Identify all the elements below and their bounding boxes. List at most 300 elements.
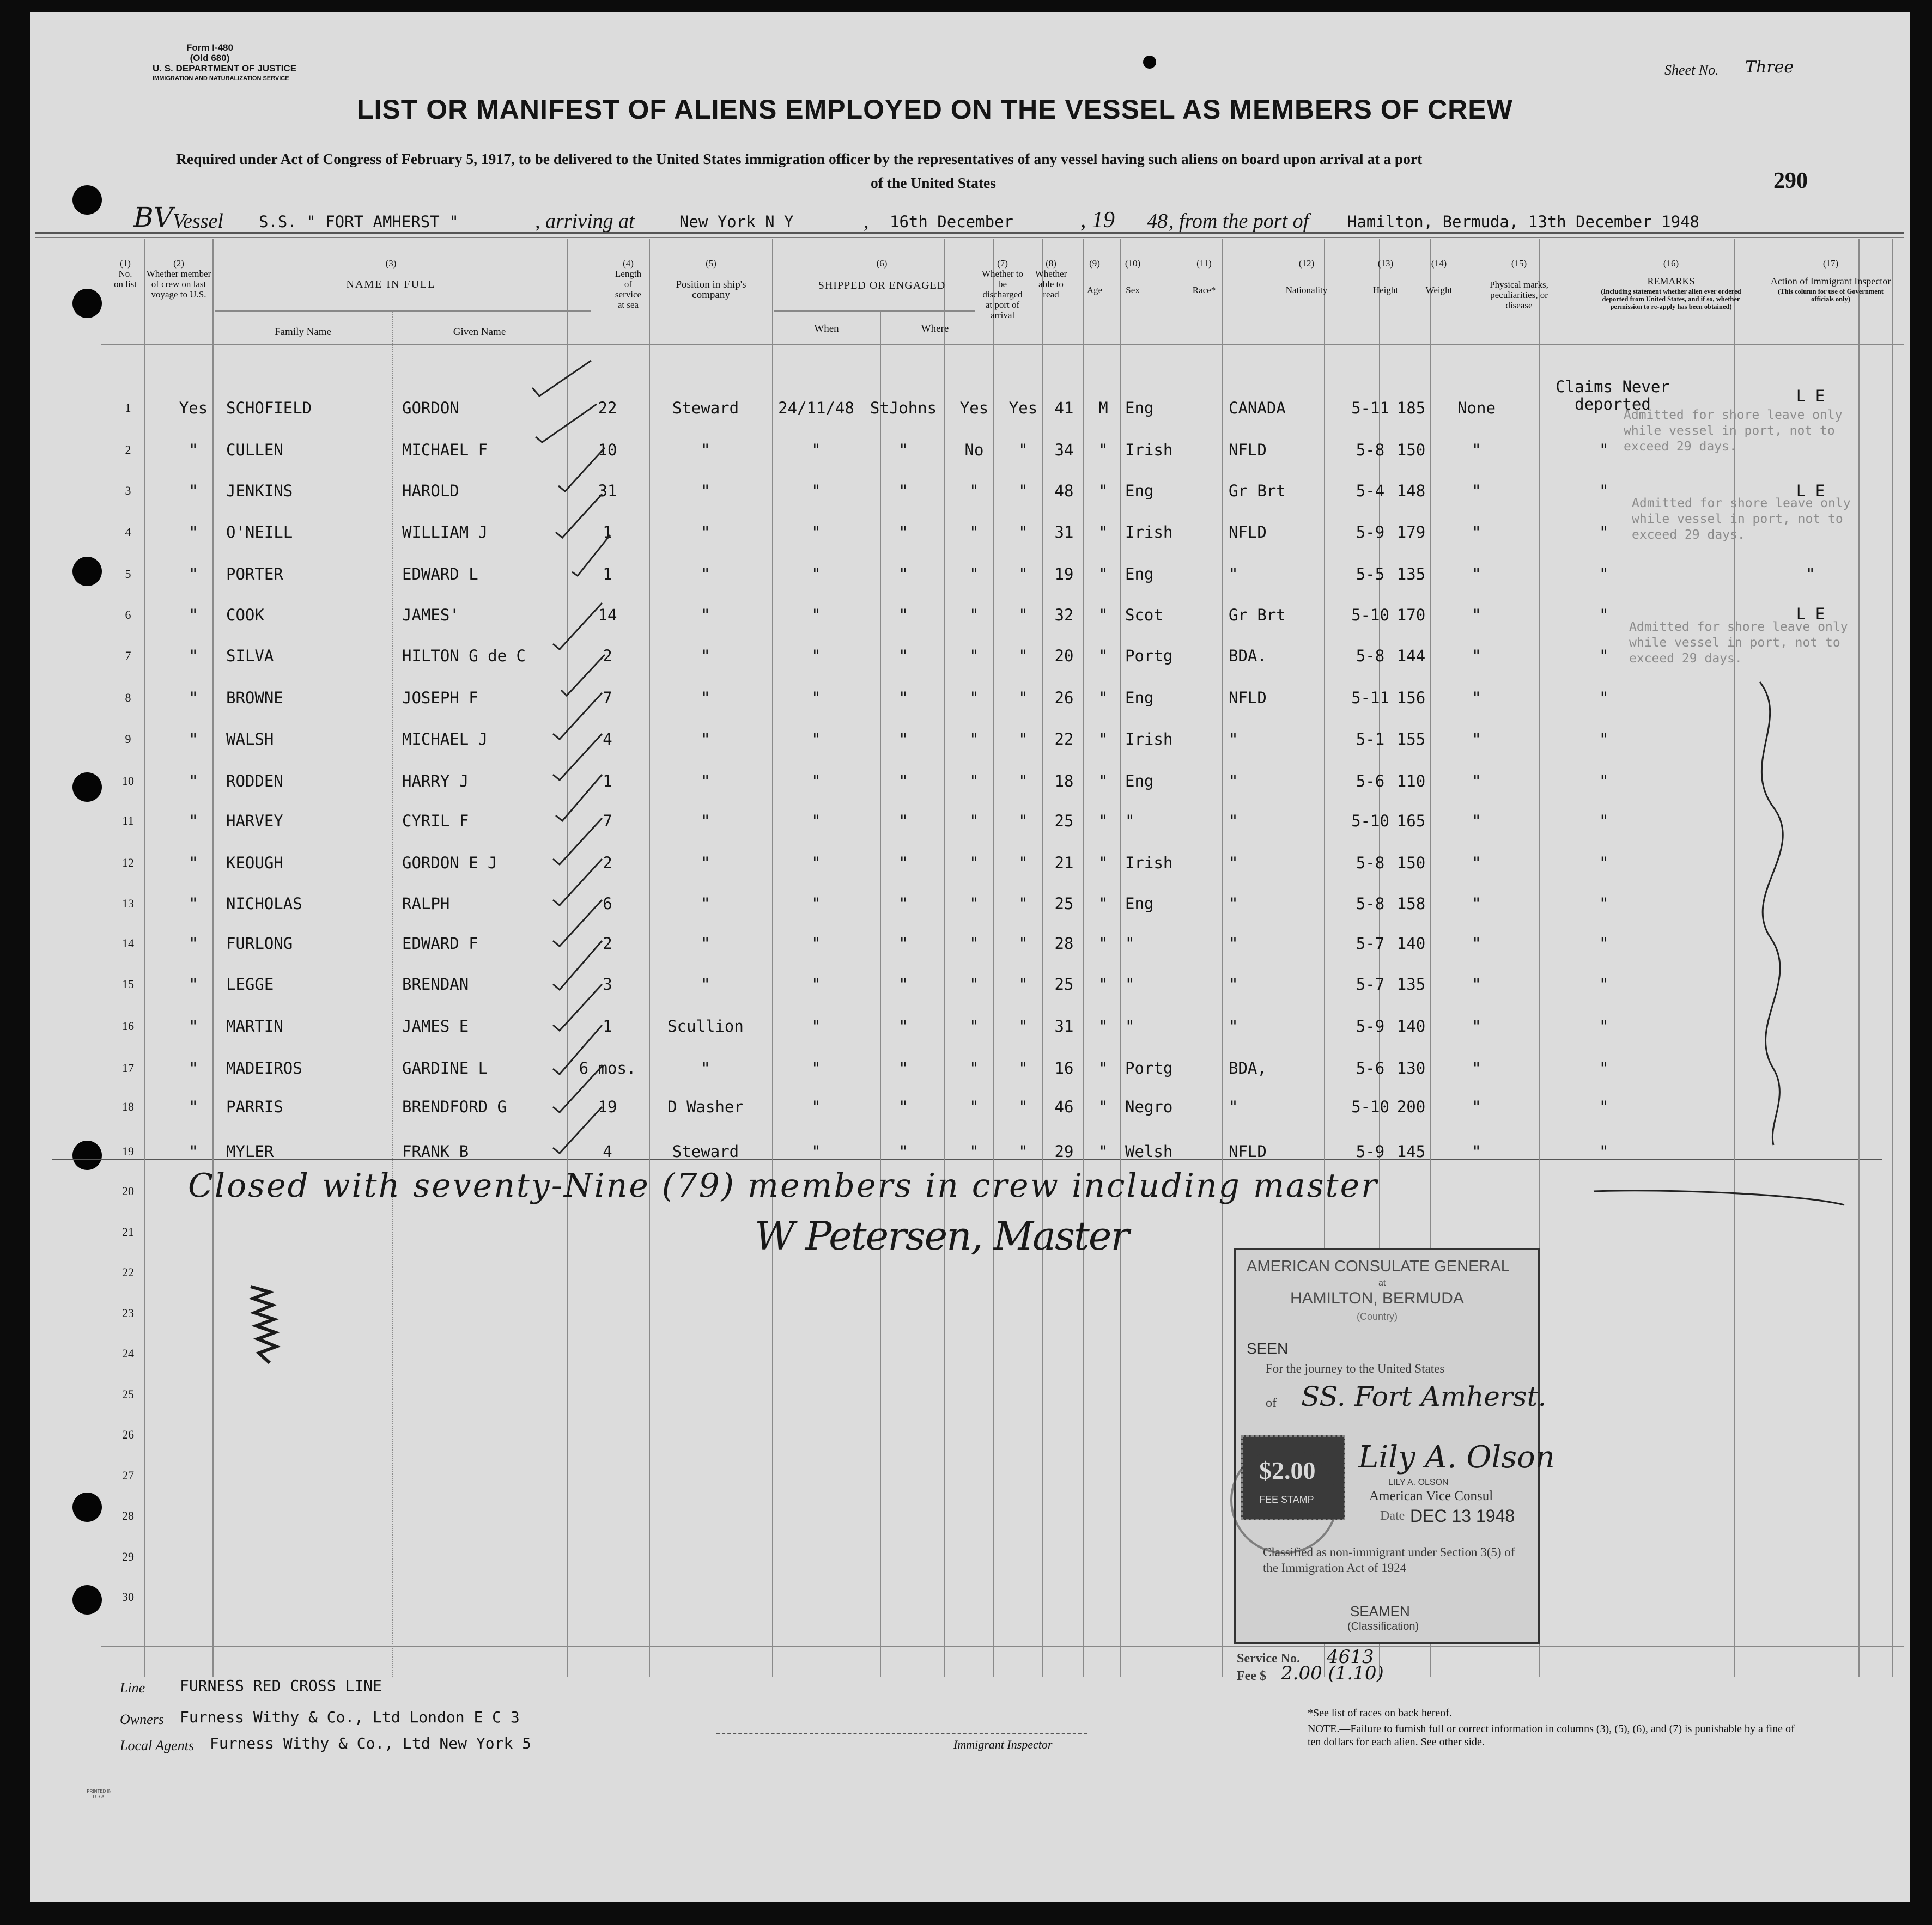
table-top-rule — [35, 232, 1904, 234]
cell-nationality: BDA. — [1229, 647, 1267, 665]
fee-stamp-value: $2.00 — [1259, 1457, 1316, 1484]
cell-age: 29 — [1054, 1142, 1074, 1161]
cell-height: 5-10 — [1351, 606, 1389, 624]
cell-given: JOSEPH F — [402, 689, 478, 707]
cell-height: 5-8 — [1356, 894, 1385, 913]
row-number: 26 — [122, 1428, 134, 1441]
cell-where: " — [898, 1142, 908, 1161]
cell-discharged: " — [969, 812, 979, 830]
cell-age: 41 — [1054, 399, 1074, 417]
cell-sex: " — [1098, 606, 1108, 624]
fee-label: Fee $ — [1237, 1669, 1266, 1683]
col-label: Nationality — [1285, 285, 1328, 295]
cell-sex: " — [1098, 854, 1108, 872]
cell-read: " — [1018, 523, 1028, 541]
col-num: (13) — [1377, 258, 1394, 269]
col-num: (1) — [120, 258, 131, 269]
inspector-label: Immigrant Inspector — [953, 1738, 1053, 1751]
cell-nationality: NFLD — [1229, 523, 1267, 541]
punch-hole — [72, 289, 102, 318]
col-label: Whether able to read — [1035, 269, 1067, 300]
row-number: 10 — [122, 774, 134, 788]
cell-nationality: " — [1229, 894, 1238, 913]
cell-given: HILTON G de C — [402, 647, 526, 665]
cell-marks: " — [1472, 772, 1481, 790]
cell-position: Scullion — [667, 1017, 744, 1035]
cell-marks: " — [1472, 482, 1481, 500]
cell-age: 21 — [1054, 854, 1074, 872]
col-num: (10) — [1125, 258, 1141, 269]
seal-icon — [1230, 1446, 1338, 1554]
cell-nationality: " — [1229, 772, 1238, 790]
row-number: 11 — [122, 814, 134, 827]
admitted-note: Admitted for shore leave only while vessel in port, not to exceed 29 days. — [1624, 408, 1843, 454]
row-number: 25 — [122, 1387, 134, 1401]
cell-read: " — [1018, 689, 1028, 707]
cell-discharged: " — [969, 647, 979, 665]
cell-service: 6 mos. — [579, 1059, 636, 1077]
cell-given: BRENDFORD G — [402, 1098, 507, 1116]
col-label: Age — [1086, 285, 1103, 295]
cell-marks: " — [1472, 689, 1481, 707]
col-num: (5) — [706, 258, 716, 269]
col-num: (7) — [997, 258, 1008, 269]
cell-sex: " — [1098, 934, 1108, 953]
row-number: 17 — [122, 1061, 134, 1075]
col-label: Height — [1372, 285, 1399, 295]
col-label: NAME IN FULL — [346, 278, 436, 290]
cell-given: GARDINE L — [402, 1059, 488, 1077]
cell-remarks: " — [1599, 1142, 1609, 1161]
col-header-age — [1076, 258, 1113, 295]
sheet-value: Three — [1745, 58, 1794, 77]
cell-nationality: " — [1229, 934, 1238, 953]
row-number: 19 — [122, 1144, 134, 1158]
cell-where: " — [898, 1017, 908, 1035]
cell-read: Yes — [1008, 399, 1038, 417]
cell-sex: " — [1098, 441, 1108, 459]
col-num: (4) — [623, 258, 634, 269]
column-rule — [649, 239, 650, 1677]
cell-remarks: " — [1599, 565, 1609, 583]
col-note: (Including statement whether alien ever ordered deported from United States, and if so, whether permission to re-apply has been obtained) — [1601, 288, 1741, 310]
cell-remarks: " — [1599, 689, 1609, 707]
column-rule — [880, 310, 881, 1677]
col-num: (16) — [1663, 258, 1679, 269]
punch-hole — [72, 772, 102, 802]
cell-remarks: " — [1599, 894, 1609, 913]
col-label: Race* — [1192, 285, 1216, 295]
page-number: 290 — [1773, 168, 1808, 193]
remarks-claims: Claims Never deported — [1556, 377, 1670, 413]
cell-crew: " — [189, 441, 198, 459]
col-label: Physical marks, peculiarities, or disease — [1490, 279, 1548, 310]
consul-name: LILY A. OLSON — [1388, 1478, 1449, 1487]
cell-read: " — [1018, 975, 1028, 994]
cell-marks: " — [1472, 730, 1481, 748]
col-header-service — [609, 258, 648, 310]
cell-family: RODDEN — [226, 772, 283, 790]
row-number: 29 — [122, 1549, 134, 1563]
cell-discharged: " — [969, 565, 979, 583]
cell-where: " — [898, 689, 908, 707]
cell-where: " — [898, 730, 908, 748]
cell-weight: 150 — [1396, 854, 1426, 872]
cell-discharged: " — [969, 1098, 979, 1116]
cell-weight: 148 — [1396, 482, 1426, 500]
punch-hole — [72, 1141, 102, 1170]
cell-discharged: No — [964, 441, 984, 459]
cell-crew: " — [189, 523, 198, 541]
col-label: Whether member of crew on last voyage to U.S. — [146, 269, 211, 300]
cell-remarks: " — [1599, 975, 1609, 994]
cell-crew: " — [189, 689, 198, 707]
cell-height: 5-8 — [1356, 854, 1385, 872]
cell-remarks: " — [1599, 1098, 1609, 1116]
cell-sex: " — [1098, 772, 1108, 790]
cell-sex: " — [1098, 1059, 1108, 1077]
row-number: 18 — [122, 1100, 134, 1113]
cell-position: " — [701, 606, 710, 624]
cell-family: MARTIN — [226, 1017, 283, 1035]
cell-discharged: " — [969, 1142, 979, 1161]
cell-weight: 135 — [1396, 975, 1426, 994]
cell-crew: " — [189, 934, 198, 953]
cell-position: " — [701, 772, 710, 790]
cell-race: Portg — [1125, 1059, 1173, 1077]
cell-marks: " — [1472, 1142, 1481, 1161]
col-sub-when: When — [814, 323, 839, 334]
row-number: 1 — [125, 401, 131, 415]
fee-value: 2.00 (1.10) — [1281, 1662, 1384, 1684]
cell-read: " — [1018, 1142, 1028, 1161]
cell-read: " — [1018, 854, 1028, 872]
cell-service: 1 — [603, 565, 612, 583]
cell-family: BROWNE — [226, 689, 283, 707]
cell-race: " — [1125, 934, 1135, 953]
cell-height: 5-7 — [1356, 934, 1385, 953]
cell-given: GORDON E J — [402, 854, 497, 872]
cell-position: " — [701, 565, 710, 583]
cell-when: " — [811, 854, 821, 872]
cell-height: 5-11 — [1351, 399, 1389, 417]
cell-read: " — [1018, 606, 1028, 624]
races-note: *See list of races on back hereof. — [1308, 1707, 1452, 1719]
cell-discharged: " — [969, 894, 979, 913]
col-label: Whether to be discharged at port of arrival — [982, 269, 1023, 320]
cell-given: EDWARD F — [402, 934, 478, 953]
row-number: 13 — [122, 897, 134, 910]
cell-position: " — [701, 482, 710, 500]
stamp-journey: For the journey to the United States — [1266, 1362, 1445, 1375]
cell-weight: 155 — [1396, 730, 1426, 748]
col-label: Sex — [1126, 285, 1140, 295]
cell-nationality: " — [1229, 1017, 1238, 1035]
cell-race: Irish — [1125, 523, 1173, 541]
cell-height: 5-11 — [1351, 689, 1389, 707]
table-bottom-rule — [101, 1646, 1904, 1647]
col-label: SHIPPED OR ENGAGED — [818, 279, 946, 291]
cell-read: " — [1018, 647, 1028, 665]
date-separator: , — [864, 210, 869, 233]
col-header-read — [1027, 258, 1075, 300]
vessel-value: S.S. " FORT AMHERST " — [259, 212, 459, 231]
cell-where: " — [898, 606, 908, 624]
column-rule — [772, 239, 773, 1677]
cell-weight: 130 — [1396, 1059, 1426, 1077]
cell-marks: " — [1472, 565, 1481, 583]
cell-crew: " — [189, 975, 198, 994]
cell-nationality: NFLD — [1229, 689, 1267, 707]
form-id — [153, 42, 297, 84]
cell-race: Irish — [1125, 730, 1173, 748]
cell-crew: " — [189, 812, 198, 830]
row-number: 21 — [122, 1225, 134, 1239]
footer-line-value: FURNESS RED CROSS LINE — [180, 1677, 382, 1695]
cell-service: 2 — [603, 854, 612, 872]
cell-remarks: " — [1599, 854, 1609, 872]
cell-crew: " — [189, 854, 198, 872]
cell-race: " — [1125, 812, 1135, 830]
column-rule — [1858, 239, 1860, 1677]
cell-age: 46 — [1054, 1098, 1074, 1116]
cell-when: " — [811, 523, 821, 541]
corner-mark: BV — [133, 202, 173, 233]
stamp-date-value: DEC 13 1948 — [1410, 1506, 1515, 1526]
cell-when: 24/11/48 — [778, 399, 854, 417]
col-label: Position in ship's company — [676, 279, 746, 301]
cell-crew: " — [189, 1059, 198, 1077]
cell-race: Eng — [1125, 399, 1154, 417]
cell-when: " — [811, 812, 821, 830]
cell-position: " — [701, 689, 710, 707]
col-num: (12) — [1298, 258, 1315, 269]
cell-family: LEGGE — [226, 975, 274, 994]
cell-height: 5-8 — [1356, 441, 1385, 459]
stamp-line: at — [1378, 1278, 1386, 1288]
cell-where: " — [898, 441, 908, 459]
cell-nationality: CANADA — [1229, 399, 1286, 417]
cell-sex: M — [1098, 399, 1108, 417]
cell-crew: " — [189, 1142, 198, 1161]
cell-where: StJohns — [870, 399, 937, 417]
cell-given: JAMES E — [402, 1017, 469, 1035]
cell-action: L E — [1796, 387, 1825, 405]
master-signature: W Petersen, Master — [755, 1213, 1128, 1259]
cell-given: RALPH — [402, 894, 450, 913]
cell-where: " — [898, 647, 908, 665]
col-label: Length of service at sea — [615, 269, 642, 310]
row-number: 16 — [122, 1019, 134, 1033]
service-label: Service No. — [1237, 1652, 1300, 1666]
cell-marks: " — [1472, 934, 1481, 953]
cell-nationality: " — [1229, 812, 1238, 830]
stamp-of-label: of — [1266, 1396, 1277, 1410]
cell-marks: " — [1472, 1017, 1481, 1035]
col-sub-given: Given Name — [453, 326, 506, 338]
col-header-position — [651, 258, 771, 300]
cell-age: 25 — [1054, 975, 1074, 994]
cell-sex: " — [1098, 975, 1108, 994]
col-header-shipped — [774, 258, 989, 291]
row-number: 15 — [122, 977, 134, 991]
cell-family: KEOUGH — [226, 854, 283, 872]
form-line: (Old 680) — [190, 53, 230, 63]
col-num: (14) — [1431, 258, 1447, 269]
cell-race: Portg — [1125, 647, 1173, 665]
col-header-height — [1358, 258, 1413, 295]
closing-underline — [1594, 1191, 1844, 1205]
cell-discharged: " — [969, 689, 979, 707]
cell-remarks: " — [1599, 730, 1609, 748]
col-num: (8) — [1046, 258, 1056, 269]
row-number: 20 — [122, 1184, 134, 1198]
cell-position: " — [701, 934, 710, 953]
cell-when: " — [811, 689, 821, 707]
column-rule — [392, 310, 393, 1677]
cell-age: 34 — [1054, 441, 1074, 459]
cell-nationality: NFLD — [1229, 1142, 1267, 1161]
cell-sex: " — [1098, 1142, 1108, 1161]
footer-agents-value: Furness Withy & Co., Ltd New York 5 — [210, 1734, 532, 1752]
column-rule — [1892, 239, 1893, 1677]
cell-family: MYLER — [226, 1142, 274, 1161]
cell-race: Eng — [1125, 689, 1154, 707]
row-number: 24 — [122, 1347, 134, 1360]
cell-weight: 135 — [1396, 565, 1426, 583]
cell-action: L E — [1796, 605, 1825, 623]
cell-crew: " — [189, 565, 198, 583]
cell-family: PARRIS — [226, 1098, 283, 1116]
cell-remarks: " — [1599, 812, 1609, 830]
cell-race: Eng — [1125, 772, 1154, 790]
cell-family: WALSH — [226, 730, 274, 748]
row-number: 9 — [125, 732, 131, 746]
footer-owners-value: Furness Withy & Co., Ltd London E C 3 — [180, 1708, 520, 1726]
cell-given: GORDON — [402, 399, 459, 417]
cell-position: " — [701, 441, 710, 459]
row-number: 27 — [122, 1468, 134, 1482]
stamp-seen: SEEN — [1247, 1340, 1289, 1357]
cell-sex: " — [1098, 730, 1108, 748]
cell-given: BRENDAN — [402, 975, 469, 994]
cell-given: CYRIL F — [402, 812, 469, 830]
cell-crew: " — [189, 1017, 198, 1035]
cell-discharged: Yes — [959, 399, 989, 417]
cell-where: " — [898, 565, 908, 583]
cell-service: 19 — [598, 1098, 617, 1116]
cell-nationality: " — [1229, 565, 1238, 583]
cell-position: " — [701, 647, 710, 665]
col-label: REMARKS — [1647, 276, 1695, 287]
row-number: 28 — [122, 1509, 134, 1522]
printed-mark: PRINTED IN U.S.A. — [87, 1789, 112, 1799]
cell-read: " — [1018, 1059, 1028, 1077]
cell-when: " — [811, 606, 821, 624]
cell-age: 48 — [1054, 482, 1074, 500]
cell-height: 5-1 — [1356, 730, 1385, 748]
cell-position: " — [701, 894, 710, 913]
col-header-nationality — [1256, 258, 1357, 295]
cell-service: 1 — [603, 523, 612, 541]
cell-given: WILLIAM J — [402, 523, 488, 541]
col-header-sex — [1115, 258, 1150, 295]
cell-marks: " — [1472, 647, 1481, 665]
cell-race: Irish — [1125, 441, 1173, 459]
cell-height: 5-9 — [1356, 523, 1385, 541]
cell-marks: " — [1472, 894, 1481, 913]
cell-when: " — [811, 772, 821, 790]
cell-age: 26 — [1054, 689, 1074, 707]
cell-when: " — [811, 647, 821, 665]
cell-position: D Washer — [667, 1098, 744, 1116]
cell-read: " — [1018, 1017, 1028, 1035]
fee-stamp-caption: FEE STAMP — [1259, 1494, 1314, 1505]
cell-crew: " — [189, 772, 198, 790]
cell-race: " — [1125, 1017, 1135, 1035]
cell-marks: " — [1472, 1098, 1481, 1116]
cell-action: L E — [1796, 482, 1825, 500]
cell-marks: " — [1472, 441, 1481, 459]
cell-service: 31 — [598, 482, 617, 500]
cell-weight: 156 — [1396, 689, 1426, 707]
cell-read: " — [1018, 894, 1028, 913]
admitted-note: Admitted for shore leave only while vessel in port, not to exceed 29 days. — [1632, 496, 1851, 542]
cell-height: 5-4 — [1356, 482, 1385, 500]
cell-crew: Yes — [179, 399, 208, 417]
footer-note: NOTE.—Failure to furnish full or correct information in columns (3), (5), (6), and (7) is punishable by a fine of ten dollars for each alien. See other side. — [1308, 1723, 1795, 1748]
cell-nationality: NFLD — [1229, 441, 1267, 459]
cell-where: " — [898, 772, 908, 790]
row-number: 8 — [125, 691, 131, 704]
cell-position: " — [701, 854, 710, 872]
vessel-label: Vessel — [173, 210, 223, 233]
cell-age: 31 — [1054, 523, 1074, 541]
table-top-rule-2 — [35, 237, 1904, 238]
year-prefix: , 19 — [1080, 208, 1115, 233]
consul-title: American Vice Consul — [1369, 1489, 1493, 1503]
cell-age: 25 — [1054, 812, 1074, 830]
col-num: (9) — [1089, 258, 1100, 269]
cell-weight: 185 — [1396, 399, 1426, 417]
cell-discharged: " — [969, 975, 979, 994]
cell-race: Eng — [1125, 482, 1154, 500]
cell-weight: 150 — [1396, 441, 1426, 459]
stamp-classified: Classified as non-immigrant under Section 3(5) of the Immigration Act of 1924 — [1263, 1545, 1515, 1575]
cell-age: 18 — [1054, 772, 1074, 790]
row-number: 14 — [122, 936, 134, 950]
punch-hole — [72, 1585, 102, 1615]
cell-remarks: " — [1599, 1059, 1609, 1077]
cell-when: " — [811, 975, 821, 994]
cell-race: Eng — [1125, 894, 1154, 913]
col-num: (17) — [1822, 258, 1839, 269]
cell-remarks: " — [1599, 1017, 1609, 1035]
page-subtitle-line2: of the United States — [871, 174, 996, 191]
stamp-line: (Country) — [1357, 1311, 1398, 1322]
cell-crew: " — [189, 1098, 198, 1116]
cell-where: " — [898, 812, 908, 830]
cell-action: " — [1806, 565, 1815, 583]
arrival-date: 16th December — [890, 212, 1013, 231]
consulate-stamp — [1234, 1248, 1555, 1644]
cell-height: 5-6 — [1356, 772, 1385, 790]
cell-race: " — [1125, 975, 1135, 994]
cell-family: FURLONG — [226, 934, 293, 953]
closing-note: Closed with seventy-Nine (79) members in crew including master — [188, 1167, 1378, 1205]
stamp-line: AMERICAN CONSULATE GENERAL — [1247, 1258, 1510, 1275]
cell-sex: " — [1098, 1098, 1108, 1116]
